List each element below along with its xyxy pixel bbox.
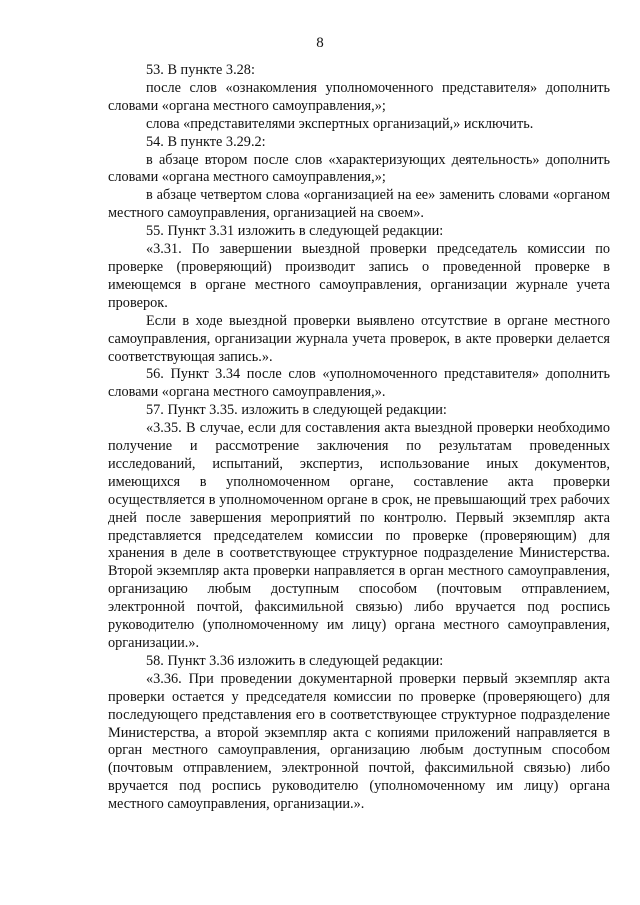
paragraph-54-item-1: в абзаце втором после слов «характеризующих деятельность» дополнить словами «органа местного самоуправления,»; bbox=[108, 151, 610, 186]
paragraph-55-text-1: «3.31. По завершении выездной проверки председатель комиссии по проверке (проверяющий) производит запись о проведенной проверке в имеющемся в органе местного самоуправления, организации журнале учета проверок. bbox=[108, 241, 610, 311]
paragraph-58-text: «3.36. При проведении документарной проверки первый экземпляр акта проверки остается у председателя комиссии по проверке (проверяющего) для последующего представления его в соответствующее структурное подразделение Министерства, а второй экземпляр акта с копиями приложений направляется в орган местного самоуправления, организацию любым доступным способом (почтовым отправлением, электронной почтой, факсимильной связью) либо вручается под роспись руководителю (уполномоченному им лицу) органа местного самоуправления, организации.». bbox=[108, 670, 610, 813]
paragraph-54-heading: 54. В пункте 3.29.2: bbox=[146, 133, 266, 150]
paragraph-55-heading: 55. Пункт 3.31 изложить в следующей редакции: bbox=[146, 223, 444, 240]
paragraph-57-heading: 57. Пункт 3.35. изложить в следующей редакции: bbox=[146, 402, 447, 419]
paragraph-56: 56. Пункт 3.34 после слов «уполномоченного представителя» дополнить словами «органа местного самоуправления,». bbox=[108, 366, 610, 401]
paragraph-53-item-2: слова «представителями экспертных организаций,» исключить. bbox=[146, 115, 534, 132]
document-body bbox=[108, 62, 610, 814]
page-number: 8 bbox=[316, 35, 324, 51]
paragraph-55-text-2: Если в ходе выездной проверки выявлено отсутствие в органе местного самоуправления, организации журнала учета проверок, в акте проверки делается соответствующая запись.». bbox=[108, 312, 610, 365]
paragraph-54-item-2: в абзаце четвертом слова «организацией на ее» заменить словами «органом местного самоуправления, организацией на своем». bbox=[108, 187, 610, 222]
paragraph-53-item-1: после слов «ознакомления уполномоченного представителя» дополнить словами «органа местного самоуправления,»; bbox=[108, 79, 610, 114]
paragraph-58-heading: 58. Пункт 3.36 изложить в следующей редакции: bbox=[146, 652, 444, 669]
paragraph-53-heading: 53. В пункте 3.28: bbox=[146, 62, 255, 78]
paragraph-57-text: «3.35. В случае, если для составления акта выездной проверки необходимо получение и рассмотрение заключения по результатам проведенных исследований, испытаний, экспертиз, использование иных документов, имеющихся в уполномоченном органе, составление акта проверки осуществляется в уполномоченном органе в срок, не превышающий трех рабочих дней после завершения мероприятий по контролю. Первый экземпляр акта представляется председателем комиссии по проверке (проверяющим) для хранения в деле в соответствующее структурное подразделение Министерства. Второй экземпляр акта проверки направляется в орган местного самоуправления, организацию любым доступным способом (почтовым отправлением, электронной почтой, факсимильной связью) либо вручается под роспись руководителю (уполномоченному им лицу) органа местного самоуправления, организации.». bbox=[108, 420, 610, 651]
